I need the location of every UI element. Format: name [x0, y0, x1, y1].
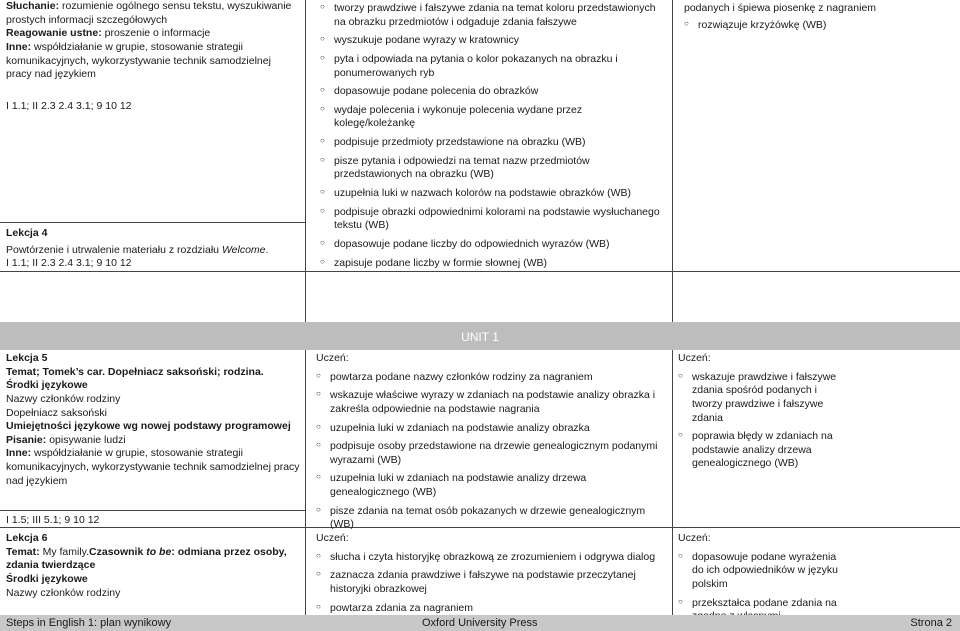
list-item: ○ wskazuje prawdziwe i fałszywe zdania spośród podanych i tworzy prawdziwe i fałszywe zdania [678, 371, 848, 426]
uczen-label: Uczeń: [678, 532, 711, 544]
list-item: ○ zapisuje podane liczby w formie słownej (WB) [320, 257, 665, 271]
list-item: ○ podpisuje obrazki odpowiednimi kolorami na podstawie wysłuchanego tekstu (WB) [320, 206, 665, 233]
list-item: ○ dopasowuje podane polecenia do obrazków [320, 85, 665, 99]
list-item: ○ dopasowuje podane wyrażenia do ich odpowiedników w języku polskim [678, 551, 848, 592]
list-item: ○ uzupełnia luki w zdaniach na podstawie analizy obrazka [316, 422, 666, 436]
list-item: ○ wyszukuje podane wyrazy w kratownicy [320, 34, 665, 48]
list-item: ○ pyta i odpowiada na pytania o kolor pokazanych na obrazku i ponumerowanych ryb [320, 53, 665, 80]
codes: I 1.1; II 2.3 2.4 3.1; 9 10 12 [6, 257, 132, 270]
footer-center: Oxford University Press [422, 617, 538, 629]
lekcja-4-cell [6, 227, 301, 271]
lekcja-5-middle [316, 352, 666, 537]
footer-left: Steps in English 1: plan wynikowy [6, 617, 172, 629]
lekcja-5-codes: I 1.5; III 5.1; 9 10 12 [6, 514, 100, 526]
top-right-cell [684, 2, 954, 37]
list-item: ○ przekształca podane zdania na [678, 597, 848, 624]
list-item: ○ podpisuje przedmioty przedstawione na obrazku (WB) [320, 136, 665, 150]
list-item: ○ powtarza zdania za nagraniem [316, 602, 666, 616]
inne-text: Inne: współdziałanie w grupie, stosowanie strategii komunikacyjnych, wykorzystywanie technik samodzielnej pracy nad językiem [6, 447, 300, 487]
list-item: ○ powtarza podane nazwy członków rodziny za nagraniem [316, 371, 666, 385]
continued-text: podanych i śpiewa piosenkę z nagraniem [684, 2, 877, 14]
inne-text: Inne: współdziałanie w grupie, stosowanie strategii komunikacyjnych, wykorzystywanie technik samodzielnej pracy nad językiem [6, 40, 271, 81]
srodki-item: Nazwy członków rodziny [6, 392, 121, 405]
lesson-topic: Temat: My family.Czasownik to be: odmiana przez osoby, zdania twierdzące [6, 545, 287, 572]
skills-heading: Umiejętności językowe wg nowej podstawy programowej [6, 420, 291, 433]
lesson-topic: Temat; Tomek’s car. Dopełniacz saksoński; rodzina. [6, 365, 264, 378]
list-item: ○ tworzy prawdziwe i fałszywe zdania na temat koloru przedstawionych na obrazku przedmiotów i odgaduje zdania fałszywe [320, 2, 665, 29]
pisanie-text: Pisanie: opisywanie ludzi [6, 433, 126, 446]
row-divider [0, 510, 305, 511]
srodki-heading: Środki językowe [6, 572, 88, 585]
column-divider-2 [672, 0, 673, 615]
list-item: ○ uzupełnia luki w nazwach kolorów na podstawie obrazków (WB) [320, 187, 665, 201]
list-item: ○ wskazuje właściwe wyrazy w zdaniach na podstawie analizy obrazka i zakreśla odpowiednie na podstawie nagrania [316, 389, 666, 416]
codes: I 1.1; II 2.3 2.4 3.1; 9 10 12 [6, 99, 132, 112]
top-middle-cell [320, 2, 665, 275]
lekcja-6-middle [316, 532, 666, 620]
top-left-cell [6, 0, 298, 113]
lekcja-6-right-list [678, 551, 848, 624]
lesson-title: Lekcja 6 [6, 532, 48, 544]
reagowanie-text: Reagowanie ustne: proszenie o informacje [6, 27, 211, 40]
uczen-label: Uczeń: [316, 352, 349, 364]
list-item: ○ słucha i czyta historyjkę obrazkową ze zrozumieniem i odgrywa dialog [316, 551, 666, 565]
lekcja-5-cell [6, 352, 301, 488]
uczen-label: Uczeń: [678, 352, 711, 364]
list-item: ○ pisze pytania i odpowiedzi na temat nazw przedmiotów przedstawionych na obrazku (WB) [320, 155, 665, 182]
srodki-item: Nazwy członków rodziny [6, 586, 121, 599]
lesson-title: Lekcja 4 [6, 227, 48, 239]
srodki-item: Dopełniacz saksoński [6, 406, 107, 419]
top-middle-list [320, 2, 665, 270]
list-item: ○ podpisuje osoby przedstawione na drzewie genealogicznym podanymi wyrazami (WB) [316, 440, 666, 467]
lekcja-5-middle-list [316, 371, 666, 532]
list-item: ○ dopasowuje podane liczby do odpowiednich wyrazów (WB) [320, 238, 665, 252]
lekcja-6-cell [6, 532, 301, 600]
page-footer [0, 615, 960, 631]
list-item: ○ wydaje polecenia i wykonuje polecenia wydane przez kolegę/koleżankę [320, 104, 665, 131]
list-item: ○ zaznacza zdania prawdziwe i fałszywe na podstawie przeczytanej historyjki obrazkowej [316, 569, 666, 596]
srodki-heading: Środki językowe [6, 379, 88, 392]
footer-right: Strona 2 [910, 617, 952, 629]
uczen-label: Uczeń: [316, 532, 349, 544]
row-divider [0, 222, 305, 223]
column-divider-1 [305, 0, 306, 615]
list-item: ○ rozwiązuje krzyżówkę (WB) [684, 19, 954, 33]
list-item: ○ pisze zdania na temat osób pokazanych w drzewie genealogicznym (WB) [316, 505, 666, 532]
unit-title: UNIT 1 [461, 330, 499, 344]
list-item: ○ poprawia błędy w zdaniach na podstawie analizy drzewa genealogicznego (WB) [678, 430, 848, 471]
lesson-title: Lekcja 5 [6, 352, 48, 364]
lekcja-6-middle-list [316, 551, 666, 616]
sluchanie-text: Słuchanie: rozumienie ogólnego sensu tekstu, wyszukiwanie prostych informacji szczegółowych [6, 0, 292, 26]
top-right-list [684, 19, 954, 33]
lekcja-5-right-list [678, 371, 848, 471]
list-item: ○ uzupełnia luki w zdaniach na podstawie analizy drzewa genealogicznego (WB) [316, 472, 666, 499]
lesson-description: Powtórzenie i utrwalenie materiału z rozdziału Welcome. [6, 243, 269, 256]
lekcja-5-right [678, 352, 848, 476]
